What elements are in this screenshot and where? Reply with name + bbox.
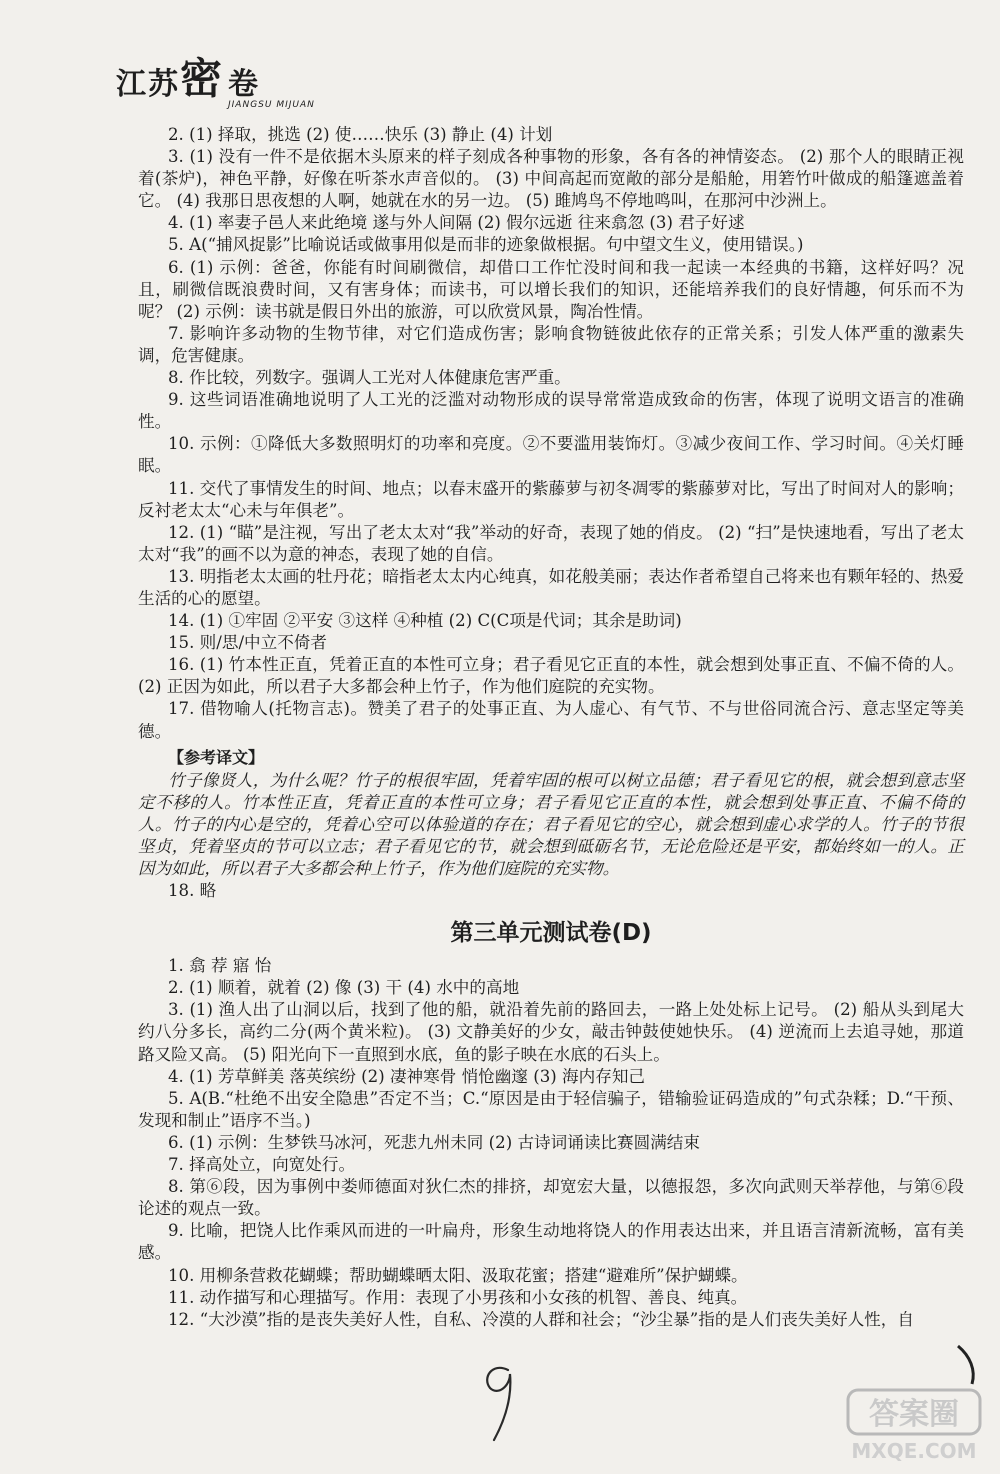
answer-content bbox=[138, 124, 964, 1331]
book-logo bbox=[116, 54, 416, 110]
answer-line: 18. 略 bbox=[168, 881, 217, 901]
logo-text-jiangsu: 江苏 bbox=[116, 67, 180, 102]
answer-line: 6. (1) 示例：生梦铁马冰河，死悲九州未同 (2) 古诗词诵读比赛圆满结束 bbox=[168, 1132, 700, 1152]
answer-line: 3. (1) 渔人出了山洞以后，找到了他的船，就沿着先前的路回去，一路上处处标上记号。 (2) 船从头到尾大约八分多长，高约二分(两个黄米粒)。 (3) 文静美好的少女，敲击钟鼓使她快乐。 (4) 逆流而上去追寻她，那道路又险又高。 (5) 阳光向下一直照到水底，鱼的影子映在水底的石头上。 bbox=[138, 1000, 964, 1064]
answer-line: 10. 示例：①降低大多数照明灯的功率和亮度。②不要滥用装饰灯。③减少夜间工作、学习时间。④关灯睡眠。 bbox=[138, 434, 964, 476]
answer-line: 9. 这些词语准确地说明了人工光的泛滥对动物形成的误导常常造成致命的伤害，体现了说明文语言的准确性。 bbox=[138, 390, 964, 432]
reference-translation-label: 【参考译文】 bbox=[168, 747, 265, 767]
answer-line: 5. A(“捕风捉影”比喻说话或做事用似是而非的迹象做根据。句中望文生义，使用错误。) bbox=[168, 235, 804, 255]
answer-line: 12. (1) “瞄”是注视，写出了老太太对“我”举动的好奇，表现了她的俏皮。 (2) “扫”是快速地看，写出了老太太对“我”的画不以为意的神态，表现了她的自信。 bbox=[138, 522, 964, 564]
answer-line: 9. 比喻，把饶人比作乘风而进的一叶扁舟，形象生动地将饶人的作用表达出来，并且语言清新流畅，富有美感。 bbox=[138, 1221, 964, 1263]
answer-line: 2. (1) 择取，挑选 (2) 使……快乐 (3) 静止 (4) 计划 bbox=[168, 125, 553, 144]
logo-text-juan: 卷 bbox=[228, 67, 260, 102]
answer-line: 14. (1) ①牢固 ②平安 ③这样 ④种植 (2) C(C项是代词；其余是助词) bbox=[168, 611, 682, 631]
answer-line: 2. (1) 顺着，就着 (2) 像 (3) 干 (4) 水中的高地 bbox=[168, 978, 520, 998]
answer-line: 8. 第⑥段，因为事例中娄师德面对狄仁杰的排挤，却宽宏大量，以德报怨，多次向武则天举荐他，与第⑥段论述的观点一致。 bbox=[138, 1177, 964, 1219]
answer-line: 15. 则/思/中立不倚者 bbox=[168, 633, 328, 653]
answer-line: 17. 借物喻人(托物言志)。赞美了君子的处事正直、为人虚心、有气节、不与世俗同流合污、意志坚定等美德。 bbox=[138, 699, 964, 741]
answer-line: 13. 明指老太太画的牡丹花；暗指老太太内心纯真，如花般美丽；表达作者希望自己将来也有颗年轻的、热爱生活的心的愿望。 bbox=[138, 566, 964, 608]
logo-text-mi: 密 bbox=[180, 54, 225, 103]
answer-line: 4. (1) 芳草鲜美 落英缤纷 (2) 凄神寒骨 悄怆幽邃 (3) 海内存知己 bbox=[168, 1066, 646, 1086]
answer-line: 1. 翕 荐 寤 怡 bbox=[168, 956, 272, 976]
logo-pinyin: JIANGSU MIJUAN bbox=[228, 100, 315, 110]
svg-text:答案圈: 答案圈 bbox=[869, 1397, 959, 1432]
answer-line: 16. (1) 竹本性正直，凭着正直的本性可立身；君子看见它正直的本性，就会想到处事正直、不偏不倚的人。 (2) 正因为如此，所以君子大多都会种上竹子，作为他们庭院的充实物。 bbox=[138, 655, 964, 697]
section-title: 第三单元测试卷(D) bbox=[450, 920, 652, 947]
answer-line: 8. 作比较，列数字。强调人工光对人体健康危害严重。 bbox=[168, 368, 571, 388]
svg-text:MXQE.COM: MXQE.COM bbox=[851, 1439, 977, 1463]
answer-line: 4. (1) 率妻子邑人来此绝境 遂与外人间隔 (2) 假尔远逝 往来翕忽 (3) 君子好逑 bbox=[168, 213, 745, 233]
answer-line: 3. (1) 没有一件不是依据木头原来的样子刻成各种事物的形象，各有各的神情姿态。 (2) 那个人的眼睛正视着(茶炉)，神色平静，好像在听茶水声音似的。 (3) 中间高起而宽敞的部分是船舱，用箬竹叶做成的船篷遮盖着它。 (4) 我那日思夜想的人啊，她就在水的另一边。 (5) 雎鸠鸟不停地鸣叫，在那河中沙洲上。 bbox=[138, 147, 964, 211]
answer-line: 5. A(B.“杜绝不出安全隐患”否定不当；C.“原因是由于轻信骗子，错输验证码造成的”句式杂糅；D.“干预、发现和制止”语序不当。) bbox=[138, 1088, 964, 1130]
answer-line: 7. 择高处立，向宽处行。 bbox=[168, 1155, 356, 1175]
watermark-logo bbox=[840, 1340, 990, 1470]
answer-line: 10. 用柳条营救花蝴蝶；帮助蝴蝶晒太阳、汲取花蜜；搭建“避难所”保护蝴蝶。 bbox=[168, 1265, 748, 1285]
answer-line: 6. (1) 示例：爸爸，你能有时间刷微信，却借口工作忙没时间和我一起读一本经典的书籍，这样好吗？况且，刷微信既浪费时间，又有害身体；而读书，可以增长我们的知识，还能培养我们的良好情趣，何乐而不为呢？ (2) 示例：读书就是假日外出的旅游，可以欣赏风景，陶冶性情。 bbox=[138, 257, 964, 321]
reference-translation: 竹子像贤人，为什么呢？竹子的根很牢固，凭着牢固的根可以树立品德；君子看见它的根，就会想到意志坚定不移的人。竹本性正直，凭着正直的本性可立身；君子看见它正直的本性，就会想到处事正直、不偏不倚的人。竹子的内心是空的，凭着心空可以体验道的存在；君子看见它的空心，就会想到虚心求学的人。竹子的节很坚贞，凭着坚贞的节可以立志；君子看见它的节，就会想到砥砺名节，无论危险还是平安，都始终如一的人。正因为如此，所以君子大多都会种上竹子，作为他们庭院的充实物。 bbox=[138, 770, 964, 878]
handwritten-page-number bbox=[470, 1356, 530, 1446]
answer-line: 7. 影响许多动物的生物节律，对它们造成伤害；影响食物链彼此依存的正常关系；引发人体严重的激素失调，危害健康。 bbox=[138, 323, 964, 365]
answer-line: 11. 交代了事情发生的时间、地点；以春末盛开的紫藤萝与初冬凋零的紫藤萝对比，写出了时间对人的影响；反衬老太太“心未与年俱老”。 bbox=[138, 478, 964, 520]
answer-line: 12. “大沙漠”指的是丧失美好人性，自私、冷漠的人群和社会；“沙尘暴”指的是人们丧失美好人性，自 bbox=[168, 1309, 914, 1329]
answer-line: 11. 动作描写和心理描写。作用：表现了小男孩和小女孩的机智、善良、纯真。 bbox=[168, 1287, 748, 1307]
